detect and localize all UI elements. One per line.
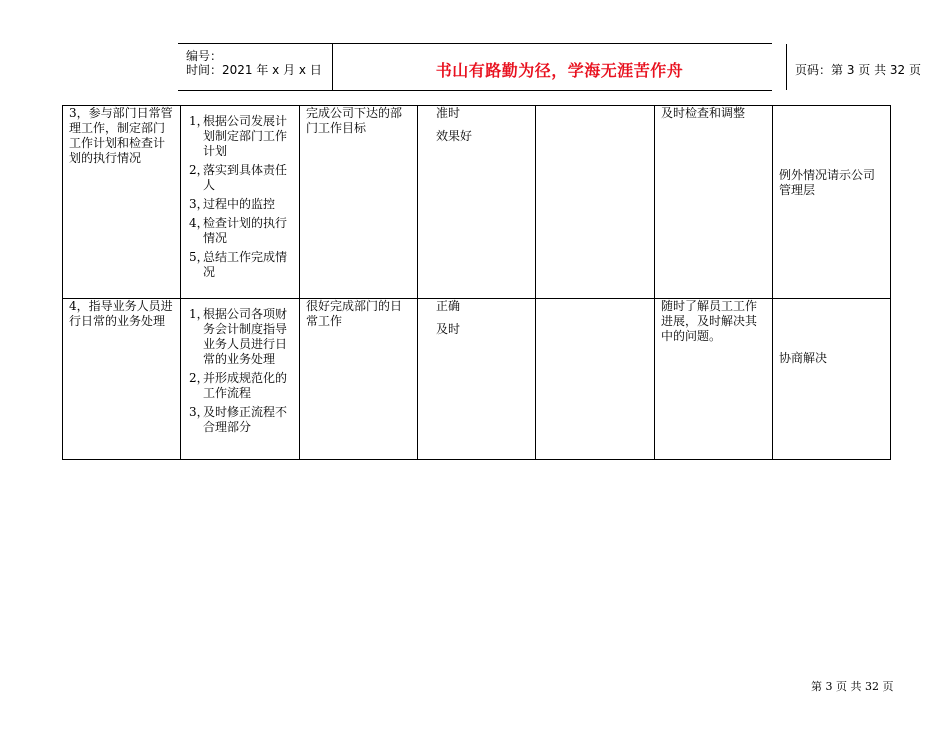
list-item [181,216,299,246]
item-text: 并形成规范化的工作流程 [203,371,288,400]
header-page-cell [787,44,950,90]
item-number: 1， [189,307,209,321]
table-row [63,106,891,299]
measures-list [181,106,299,280]
standard-item: 效果好 [436,129,473,143]
list-item [181,197,299,212]
item-number: 2， [189,163,209,177]
standard-item: 正确 [436,299,461,313]
list-item [181,163,299,193]
measures-cell [181,106,300,299]
review-text: 随时了解员工工作进展，及时解决其中的问题。 [661,299,758,343]
item-text: 根据公司发展计划制定部门工作计划 [203,114,288,158]
list-item [181,405,299,435]
page-header [178,43,921,91]
item-text: 根据公司各项财务会计制度指导业务人员进行日常的业务处理 [203,307,288,366]
remark-cell [773,299,891,460]
list-item [181,307,299,367]
table-row [63,299,891,460]
item-text: 总结工作完成情况 [203,250,288,279]
task-cell [63,299,181,460]
header-motto: 书山有路勤为径，学海无涯苦作舟 [435,61,684,80]
empty-cell [536,106,655,299]
goal-cell [300,299,418,460]
measures-list [181,299,299,435]
standard-item: 准时 [436,106,461,120]
goal-text: 很好完成部门的日常工作 [306,299,403,328]
review-text: 及时检查和调整 [661,106,746,120]
header-page-info: 页码：第 3 页 共 32 页 [795,63,921,77]
item-number: 1， [189,114,209,128]
item-text: 及时修正流程不合理部分 [203,405,288,434]
goal-cell [300,106,418,299]
standard-list [418,106,472,152]
review-cell [655,106,773,299]
task-text: 4，指导业务人员进行日常的业务处理 [69,299,173,328]
item-text: 落实到具体责任人 [203,163,288,192]
remark-cell [773,106,891,299]
page-footer: 第 3 页 共 32 页 [811,680,894,693]
standard-item: 及时 [436,322,461,336]
item-number: 2， [189,371,209,385]
list-item [181,114,299,159]
item-text: 检查计划的执行情况 [203,216,288,245]
list-item [181,250,299,280]
task-cell [63,106,181,299]
standard-cell [418,106,536,299]
list-item [181,371,299,401]
remark-text: 协商解决 [779,351,828,365]
header-time-label: 时间：2021 年 x 月 x 日 [186,63,322,77]
duties-table [62,105,891,460]
header-number-label: 编号： [186,49,223,63]
goal-text: 完成公司下达的部门工作目标 [306,106,403,135]
remark-text: 例外情况请示公司管理层 [779,168,876,197]
item-text: 过程中的监控 [203,197,276,211]
item-number: 3， [189,405,209,419]
item-number: 4， [189,216,209,230]
header-meta [178,44,332,90]
item-number: 3， [189,197,209,211]
task-text: 3，参与部门日常管理工作，制定部门工作计划和检查计划的执行情况 [69,106,173,165]
measures-cell [181,299,300,460]
review-cell [655,299,773,460]
header-motto-cell [332,44,787,90]
item-number: 5， [189,250,209,264]
empty-cell [536,299,655,460]
standard-list [418,299,460,345]
standard-cell [418,299,536,460]
